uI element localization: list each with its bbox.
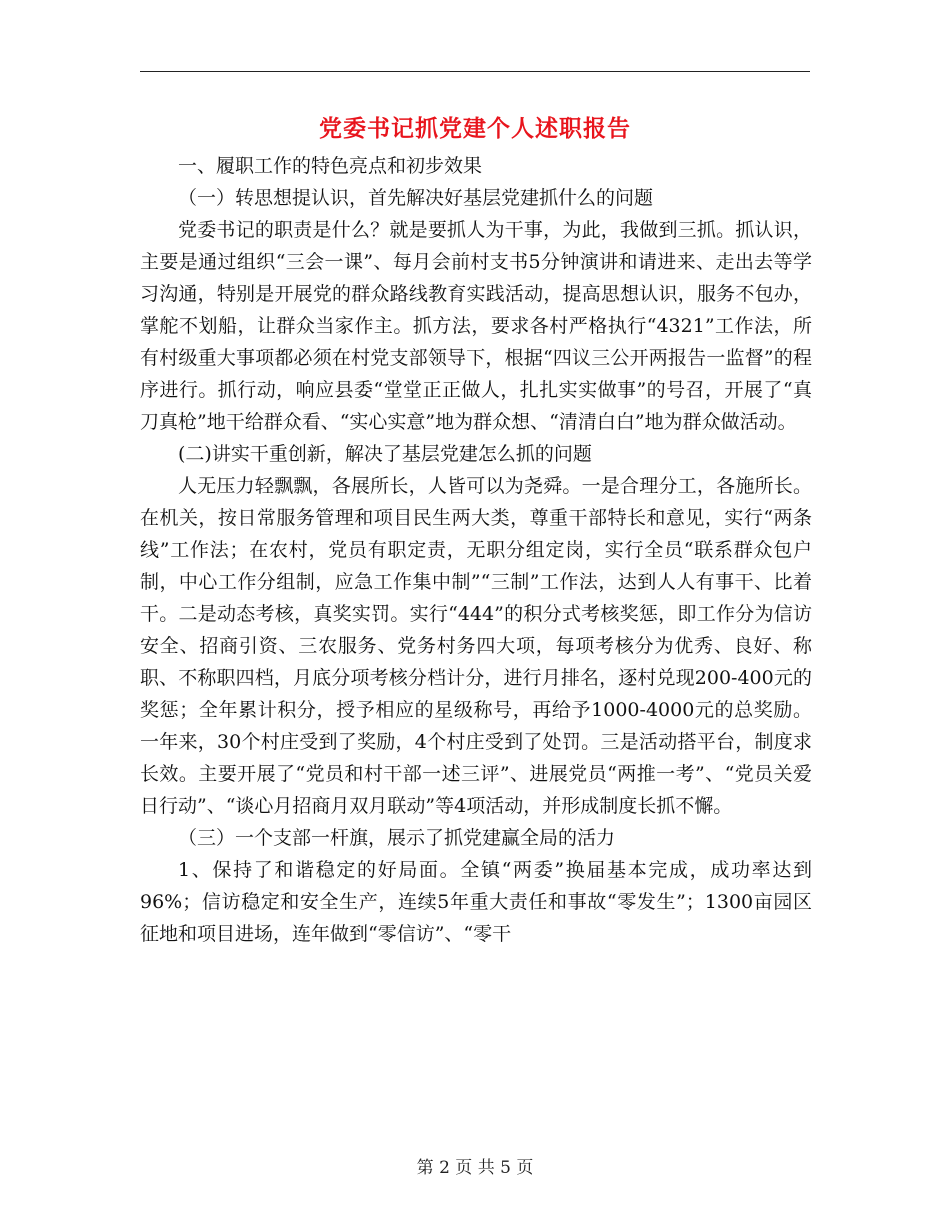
document-title: 党委书记抓党建个人述职报告 [319, 115, 631, 142]
paragraph: 1、保持了和谐稳定的好局面。全镇“两委”换届基本完成，成功率达到96%；信访稳定和安全生产，连续5年重大责任和事故“零发生”；1300亩园区征地和项目进场，连年做到“零信访”、“零干 [140, 859, 812, 945]
paragraph: 人无压力轻飘飘，各展所长，人皆可以为尧舜。一是合理分工，各施所长。在机关，按日常服务管理和项目民生两大类，尊重干部特长和意见，实行“两条线”工作法；在农村，党员有职定责，无职分组定岗，实行全员“联系群众包户制，中心工作分组制，应急工作集中制”“三制”工作法，达到人人有事干、比着干。二是动态考核，真奖实罚。实行“444”的积分式考核奖惩，即工作分为信访安全、招商引资、三农服务、党务村务四大项，每项考核分为优秀、良好、称职、不称职四档，月底分项考核分档计分，进行月排名，逐村兑现200-400元的奖惩；全年累计积分，授予相应的星级称号，再给予1000-4000元的总奖励。一年来，30个村庄受到了奖励，4个村庄受到了处罚。三是活动搭平台，制度求长效。主要开展了“党员和村干部一述三评”、进展党员“两推一考”、“党员关爱日行动”、“谈心月招商月双月联动”等4项活动，并形成制度长抓不懈。 [140, 475, 812, 817]
header-rule [140, 71, 810, 72]
page-number: 第 2 页 共 5 页 [416, 1158, 534, 1178]
subsection-heading-2: (二)讲实干重创新，解决了基层党建怎么抓的问题 [178, 443, 592, 465]
paragraph: 党委书记的职责是什么？就是要抓人为干事，为此，我做到三抓。抓认识，主要是通过组织“三会一课”、每月会前村支书5分钟演讲和请进来、走出去等学习沟通，特别是开展党的群众路线教育实践活动，提高思想认识，服务不包办，掌舵不划船，让群众当家作主。抓方法，要求各村严格执行“4321”工作法，所有村级重大事项都必须在村党支部领导下，根据“四议三公开两报告一监督”的程序进行。抓行动，响应县委“堂堂正正做人，扎扎实实做事”的号召，开展了“真刀真枪”地干给群众看、“实心实意”地为群众想、“清清白白”地为群众做活动。 [140, 219, 812, 433]
subsection-heading-3: （三）一个支部一杆旗，展示了抓党建赢全局的活力 [178, 827, 616, 849]
section-heading-1: 一、履职工作的特色亮点和初步效果 [178, 155, 483, 177]
document-body [140, 150, 812, 950]
subsection-heading-1: （一）转思想提认识，首先解决好基层党建抓什么的问题 [178, 187, 654, 209]
